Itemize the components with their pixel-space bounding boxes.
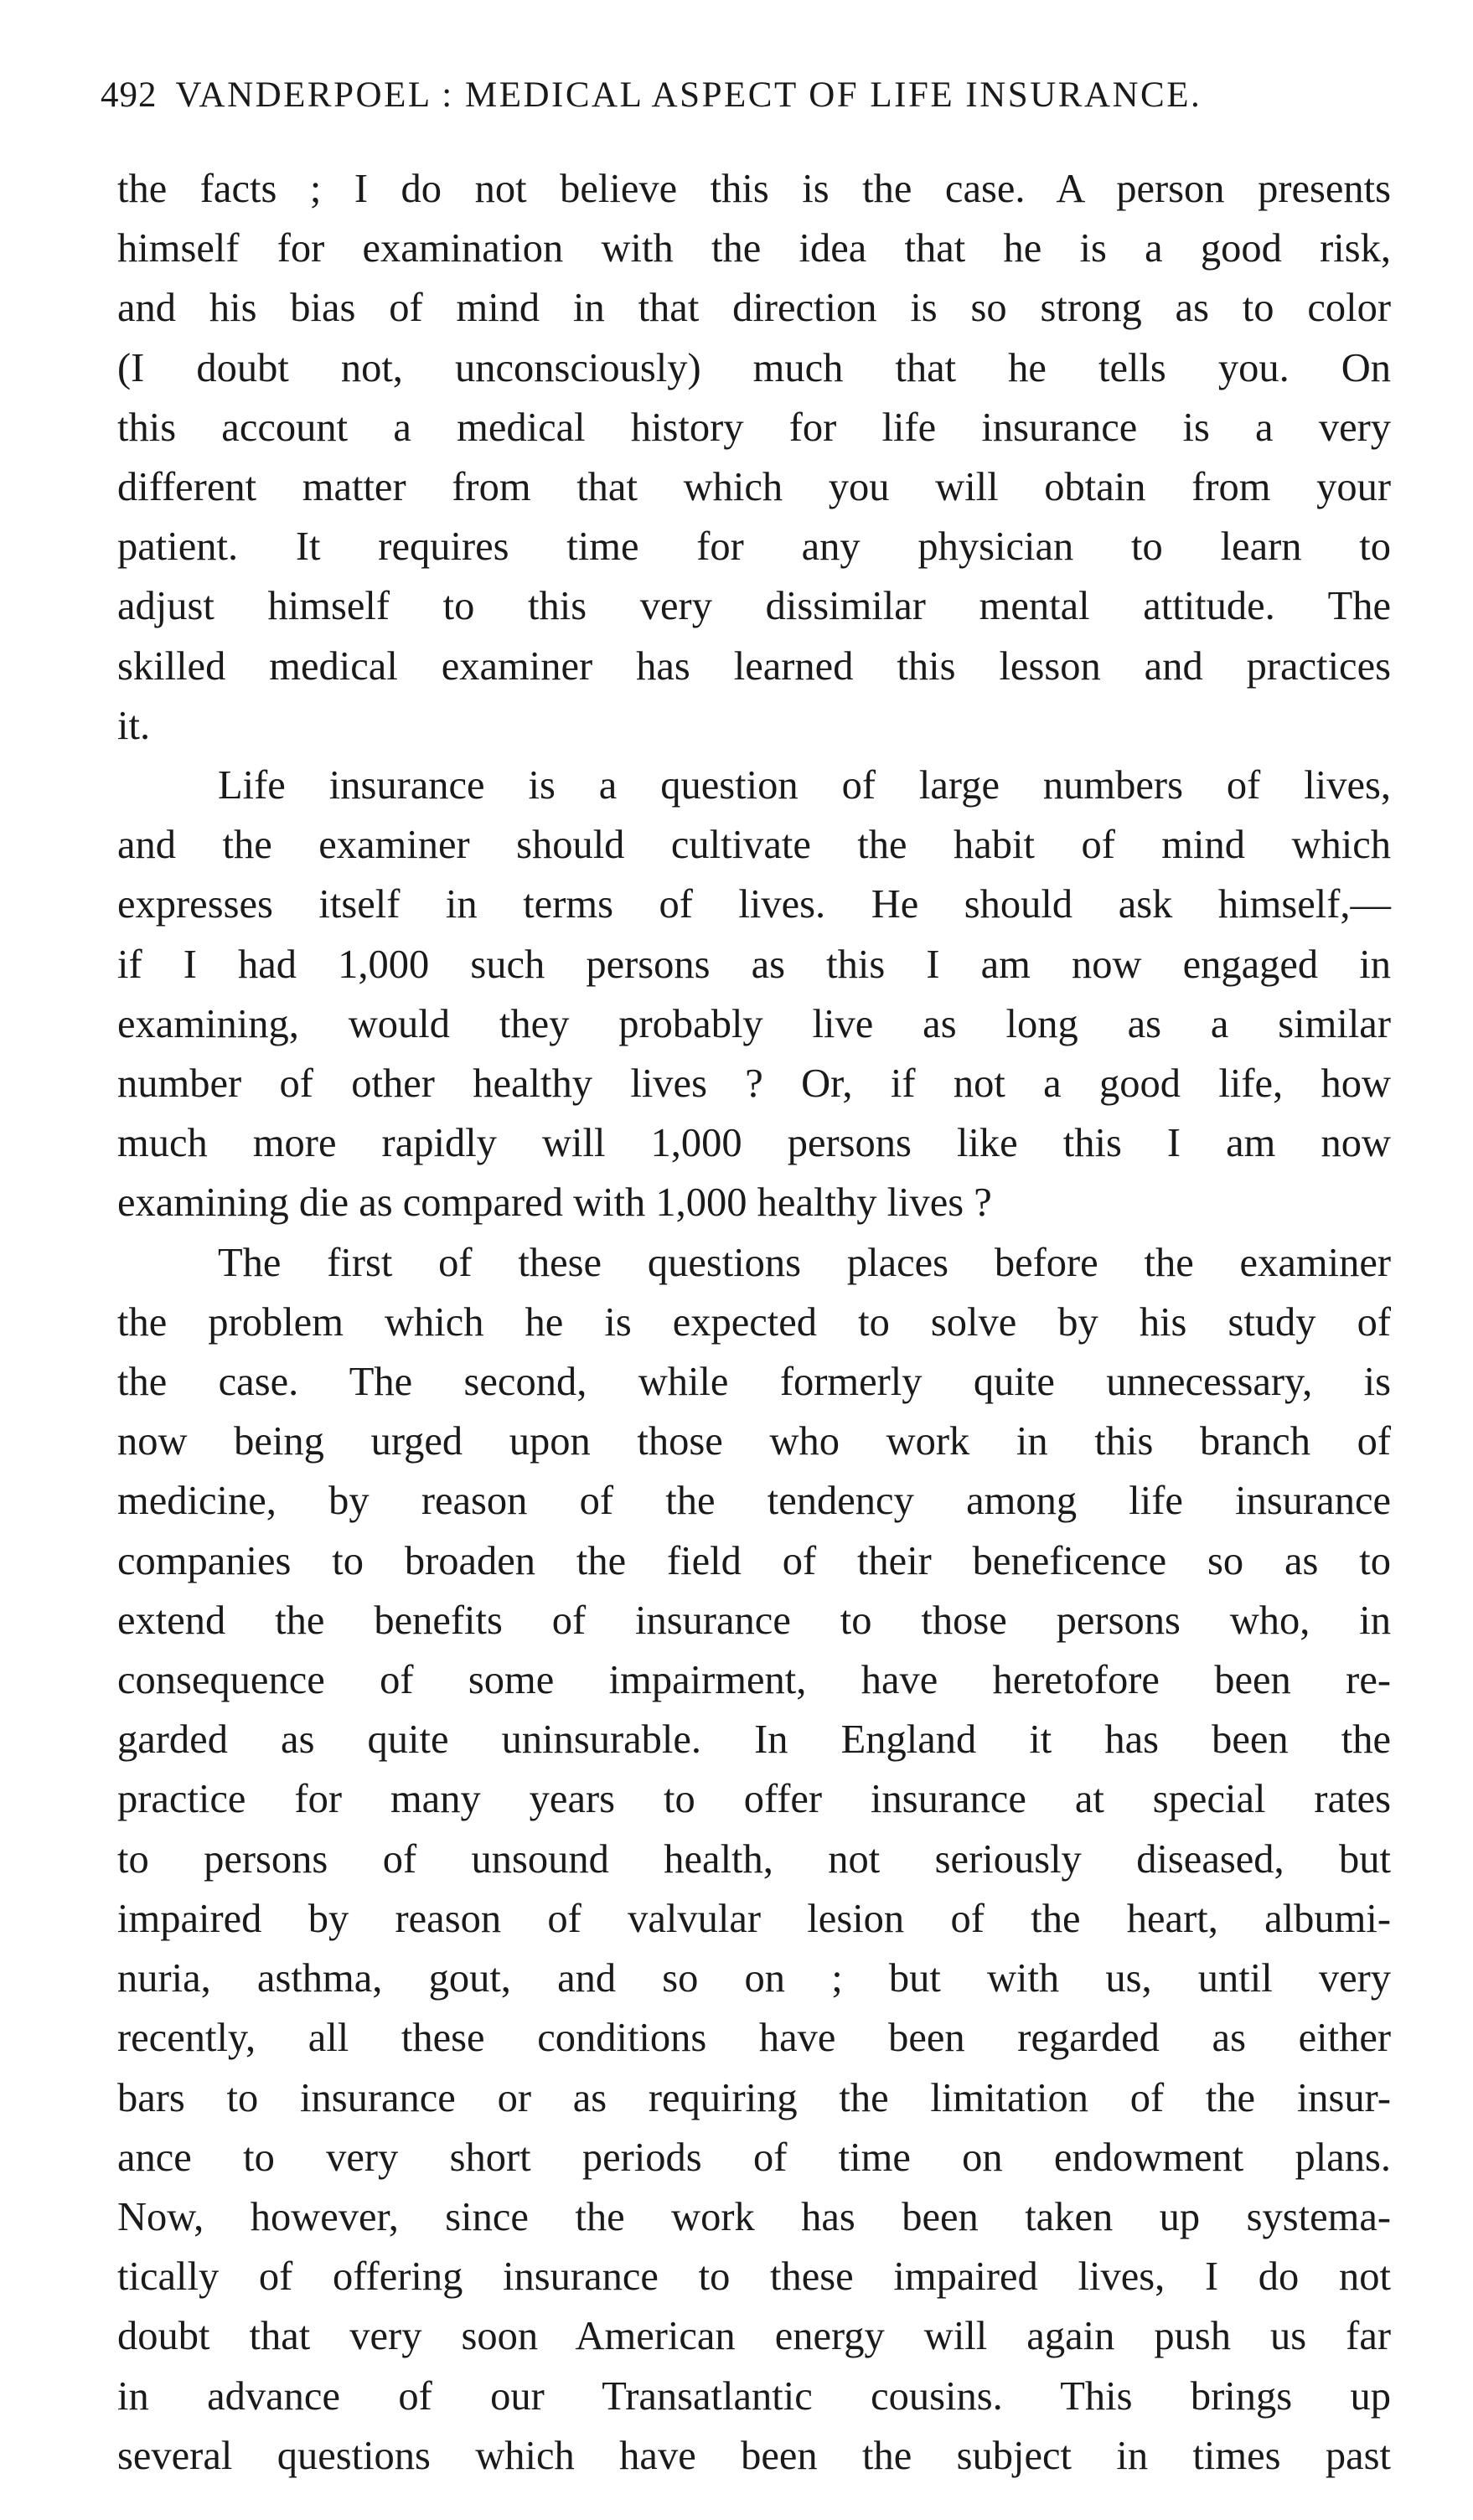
- running-head: [101, 77, 1383, 113]
- text-line: adjust himself to this very dissimilar mental attitude. The: [117, 584, 1391, 629]
- text-line: much more rapidly will 1,000 persons like this I am now: [117, 1121, 1391, 1166]
- text-line: and the examiner should cultivate the habit of mind which: [117, 823, 1391, 868]
- text-line: if I had 1,000 such persons as this I am now engaged in: [117, 942, 1391, 987]
- text-line: now being urged upon those who work in this branch of: [117, 1419, 1391, 1464]
- body-text: [117, 159, 1391, 2486]
- paragraph-2: [117, 756, 1391, 1233]
- text-line: Now, however, since the work has been taken up systema-: [117, 2194, 1391, 2239]
- text-line: impaired by reason of valvular lesion of the heart, albumi-: [117, 1896, 1391, 1941]
- text-line: it.: [117, 703, 151, 748]
- text-line: this account a medical history for life insurance is a very: [117, 405, 1391, 450]
- text-line: practice for many years to offer insurance at special rates: [117, 1777, 1391, 1822]
- text-line: consequence of some impairment, have heretofore been re-: [117, 1658, 1391, 1703]
- text-line: and his bias of mind in that direction is so strong as to color: [117, 286, 1391, 331]
- text-line: different matter from that which you will obtain from your: [117, 465, 1391, 510]
- text-line: companies to broaden the field of their beneficence so as to: [117, 1538, 1391, 1583]
- text-line: extend the benefits of insurance to those persons who, in: [117, 1598, 1391, 1643]
- text-line: bars to insurance or as requiring the limitation of the insur-: [117, 2075, 1391, 2120]
- text-line: the case. The second, while formerly quite unnecessary, is: [117, 1360, 1391, 1405]
- text-line: tically of offering insurance to these impaired lives, I do not: [117, 2254, 1391, 2300]
- paragraph-3: [117, 1233, 1391, 2486]
- text-line: (I doubt not, unconsciously) much that he tells you. On: [117, 345, 1391, 390]
- text-line-indented: The first of these questions places before the examiner: [218, 1240, 1391, 1285]
- text-line: the problem which he is expected to solve by his study of: [117, 1299, 1391, 1345]
- text-line: expresses itself in terms of lives. He should ask himself,—: [117, 882, 1391, 927]
- text-line: himself for examination with the idea that he is a good risk,: [117, 226, 1391, 271]
- text-line: the facts ; I do not believe this is the case. A person presents: [117, 167, 1391, 211]
- text-line: several questions which have been the subject in times past: [117, 2433, 1391, 2478]
- text-line: nuria, asthma, gout, and so on ; but with us, until very: [117, 1956, 1391, 2001]
- text-line: skilled medical examiner has learned this lesson and practices: [117, 643, 1391, 689]
- running-title: VANDERPOEL : MEDICAL ASPECT OF LIFE INSURANCE.: [175, 75, 1202, 115]
- text-line: to persons of unsound health, not seriously diseased, but: [117, 1836, 1391, 1882]
- text-line: ance to very short periods of time on endowment plans.: [117, 2135, 1391, 2180]
- text-line: recently, all these conditions have been regarded as either: [117, 2016, 1391, 2061]
- page-number: 492: [101, 75, 158, 115]
- text-line: doubt that very soon American energy will again push us far: [117, 2314, 1391, 2359]
- text-line: patient. It requires time for any physician to learn to: [117, 524, 1391, 570]
- text-line: in advance of our Transatlantic cousins. This brings up: [117, 2373, 1391, 2419]
- text-line: number of other healthy lives ? Or, if not a good life, how: [117, 1061, 1391, 1107]
- text-line: examining die as compared with 1,000 healthy lives ?: [117, 1180, 992, 1226]
- text-line-indented: Life insurance is a question of large numbers of lives,: [218, 763, 1391, 808]
- text-line: examining, would they probably live as long as a similar: [117, 1001, 1391, 1046]
- paragraph-1: [117, 159, 1391, 756]
- text-line: garded as quite uninsurable. In England it has been the: [117, 1717, 1391, 1763]
- text-line: medicine, by reason of the tendency among life insurance: [117, 1479, 1391, 1524]
